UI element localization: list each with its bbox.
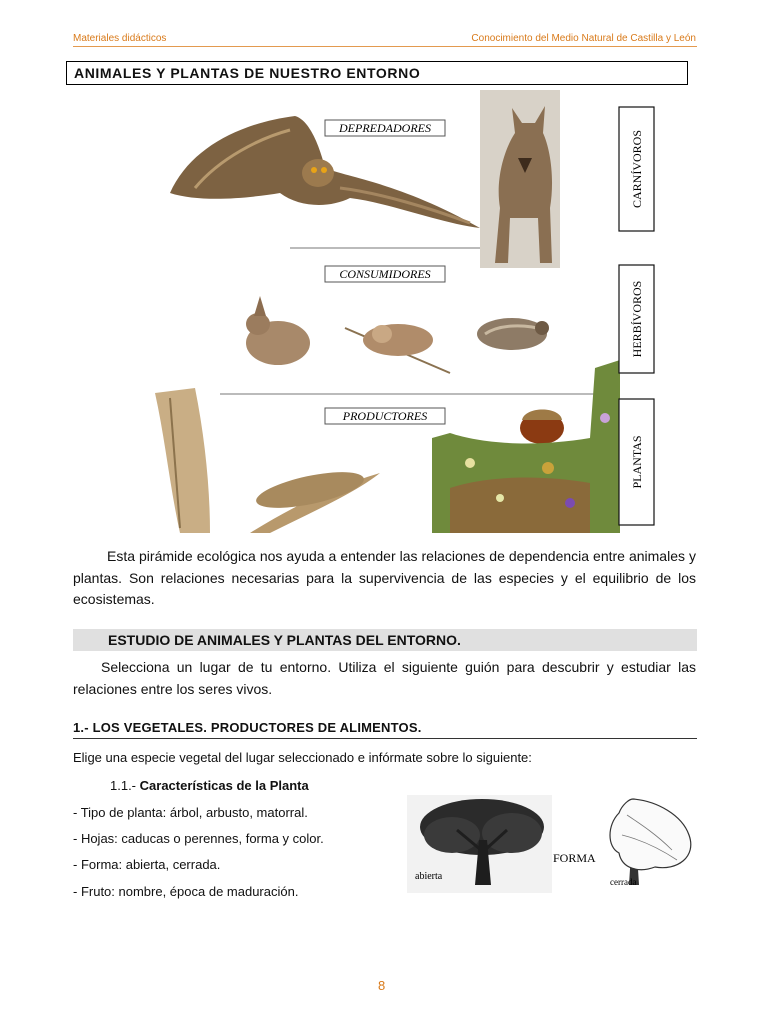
pyramid-level-consumers: CONSUMIDORES bbox=[339, 267, 431, 281]
rabbit-image bbox=[246, 296, 310, 365]
forest-floor-image bbox=[432, 360, 620, 533]
subsection-intro: Elige una especie vegetal del lugar seleccionado e infórmate sobre lo siguiente: bbox=[73, 750, 532, 765]
wolf-image bbox=[480, 90, 560, 268]
section-heading: ESTUDIO DE ANIMALES Y PLANTAS DEL ENTORNO. bbox=[108, 632, 461, 648]
page-title: ANIMALES Y PLANTAS DE NUESTRO ENTORNO bbox=[74, 65, 421, 81]
section-paragraph-text: Selecciona un lugar de tu entorno. Utiliza el siguiente guión para descubrir y estudiar las relaciones entre los seres vivos. bbox=[73, 659, 696, 697]
page-number: 8 bbox=[378, 978, 386, 993]
subsubsection-heading bbox=[110, 778, 309, 793]
header-right: Conocimiento del Medio Natural de Castilla y León bbox=[471, 33, 696, 44]
tree-label-center: FORMA bbox=[553, 851, 596, 865]
subsection-title: 1.- LOS VEGETALES. PRODUCTORES DE ALIMENTOS. bbox=[73, 720, 422, 735]
section-paragraph bbox=[73, 657, 696, 700]
pyramid-level-predators: DEPREDADORES bbox=[339, 121, 431, 135]
ecological-pyramid-figure bbox=[150, 88, 660, 533]
bullet-item: - Tipo de planta: árbol, arbusto, matorral. bbox=[73, 805, 308, 820]
tree-label-closed: cerrada bbox=[610, 877, 637, 887]
closed-tree-image bbox=[610, 799, 691, 887]
header-left: Materiales didácticos bbox=[73, 33, 167, 44]
bullet-item: - Forma: abierta, cerrada. bbox=[73, 857, 221, 872]
header-rule bbox=[73, 46, 697, 47]
acorn-image bbox=[520, 410, 564, 445]
side-label-plants: PLANTAS bbox=[630, 435, 644, 489]
subsection-rule bbox=[73, 738, 697, 739]
bullet-item: - Hojas: caducas o perennes, forma y color. bbox=[73, 831, 324, 846]
intro-paragraph-text: Esta pirámide ecológica nos ayuda a entender las relaciones de dependencia entre animales y plantas. Son relaciones necesarias para la supervivencia de las especies y el equilibrio de los ecosistemas. bbox=[73, 548, 696, 607]
tree-label-open: abierta bbox=[415, 871, 443, 882]
tree-shapes-figure bbox=[407, 795, 697, 895]
open-tree-image bbox=[407, 795, 552, 893]
side-label-herbivores: HERBÍVOROS bbox=[630, 280, 644, 358]
bullet-item: - Fruto: nombre, época de maduración. bbox=[73, 884, 299, 899]
mouse-image bbox=[345, 324, 450, 373]
side-label-carnivores: CARNÍVOROS bbox=[630, 129, 644, 209]
subsubsection-number: 1.1.- bbox=[110, 778, 137, 793]
pyramid-level-producers: PRODUCTORES bbox=[342, 409, 428, 423]
intro-paragraph bbox=[73, 546, 696, 611]
bird-image bbox=[477, 318, 549, 350]
subsubsection-title: Características de la Planta bbox=[139, 778, 309, 793]
